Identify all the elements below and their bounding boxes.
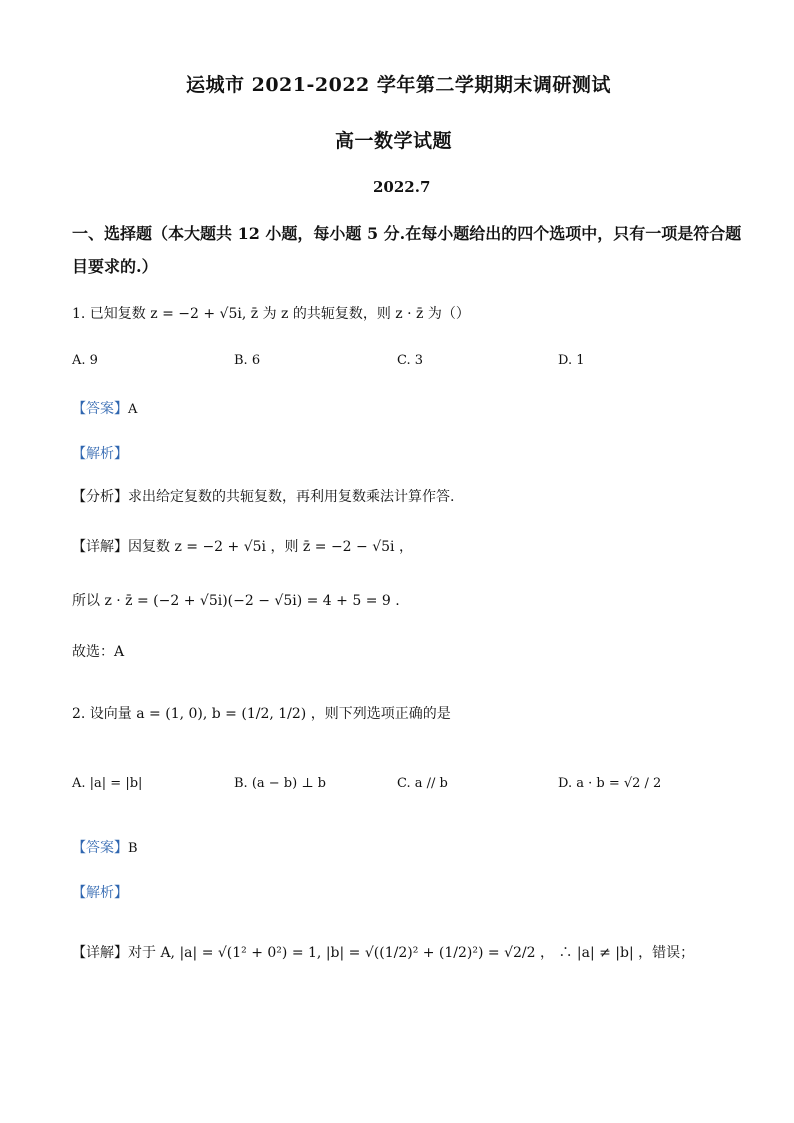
q1-option-a: A. 9 [72,353,98,368]
q1-fenxi-tag: 【分析】 [72,489,128,505]
q1-option-d: D. 1 [558,353,585,368]
q2-answer: B [128,841,138,856]
q1-option-c: C. 3 [397,353,424,368]
q1-answer-tag: 【答案】 [72,401,128,417]
q1-answer: A [128,402,138,417]
page-subtitle: 高一数学试题 [335,130,453,152]
q2-answer-tag: 【答案】 [72,840,128,856]
q2-analysis-tag: 【解析】 [72,885,128,901]
q2-option-d: D. a · b = √2 / 2 [558,776,662,791]
q1-detail-tag: 【详解】 [72,539,128,555]
q1-detail: 因复数 z = −2 + √5i ，则 z̄ = −2 − √5i ， [128,539,413,555]
q2-detail-tag: 【详解】 [72,945,128,961]
section-heading-line1: 一、选择题（本大题共 12 小题，每小题 5 分.在每小题给出的四个选项中，只有一项是符合题 [72,224,742,243]
q2-detail: 对于 A, |a| = √(1² + 0²) = 1, |b| = √((1/2)² + (1/2)²) = √2/2 ， ∴ |a| ≠ |b| ，错误； [128,945,695,961]
q1-detail-row [72,536,413,556]
q2-option-c: C. a // b [397,776,448,791]
q1-option-b: B. 6 [234,353,261,368]
exam-date: 2022.7 [373,178,431,196]
q1-answer-row [72,398,137,418]
q2-option-a: A. |a| = |b| [72,776,143,791]
q1-fenxi: 求出给定复数的共轭复数，再利用复数乘法计算作答. [128,489,455,505]
q1-stem: 1. 已知复数 z = −2 + √5i, z̄ 为 z 的共轭复数，则 z · z̄ 为（） [72,306,470,322]
q2-stem: 2. 设向量 a = (1, 0), b = (1/2, 1/2) ，则下列选项正确的是 [72,706,451,722]
q1-choose: 故选：A [72,644,125,660]
q1-fenxi-row [72,486,454,506]
q2-option-b: B. (a − b) ⊥ b [234,776,327,791]
q1-analysis-tag: 【解析】 [72,446,128,462]
q2-detail-row [72,942,694,962]
section-heading-line2: 目要求的.） [72,257,158,276]
page-title: 运城市 2021-2022 学年第二学期期末调研测试 [186,74,611,96]
q2-answer-row [72,837,138,857]
q1-calc: 所以 z · z̄ = (−2 + √5i)(−2 − √5i) = 4 + 5 = 9 . [72,593,400,609]
